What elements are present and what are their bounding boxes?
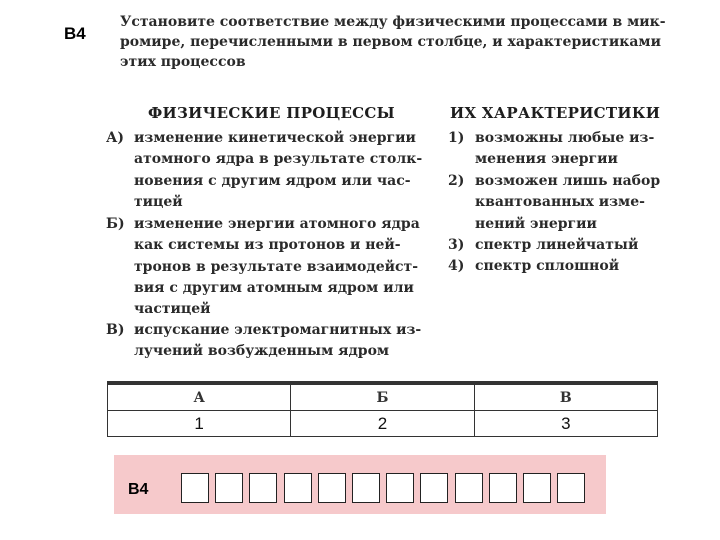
process-item-a [106,128,426,213]
answer-form-label: В4 [128,481,149,498]
item-line: изменение энергии атомного ядра [134,216,420,232]
characteristic-item-2 [448,171,666,235]
answer-box[interactable] [215,473,243,503]
answer-box[interactable] [352,473,380,503]
answer-table-header-row [108,383,658,411]
task-line: Установите соответствие между физическими процессами в мик- [120,14,666,30]
task-line: ромире, перечисленными в первом столбце, и характеристиками [120,34,661,50]
item-line: лучений возбужденным ядром [134,343,390,360]
item-key: А) [106,130,125,146]
item-key: 3) [448,237,465,253]
item-line: тронов в результате взаимодейст- [134,258,419,275]
processes-column-title: ФИЗИЧЕСКИЕ ПРОЦЕССЫ [148,104,395,122]
characteristic-item-4 [448,256,666,277]
item-key: 2) [448,173,465,189]
item-line: нений энергии [475,215,597,232]
item-line: менения энергии [475,151,618,168]
item-line: новения с другим ядром или час- [134,172,411,189]
answer-box[interactable] [386,473,414,503]
answer-header-cell: Б [291,383,474,411]
item-line: атомного ядра в результате столк- [134,151,423,168]
process-item-c [106,320,426,363]
item-line: вия с другим атомным ядром или [134,279,414,296]
characteristic-item-3 [448,235,666,256]
item-line: изменение кинетической энергии [134,130,416,146]
item-line: частицей [134,301,211,318]
item-line: возможны любые из- [475,130,655,146]
item-line: возможен лишь набор [475,173,661,189]
answer-table [107,381,658,437]
item-line: тицей [134,193,183,210]
answer-value-cell[interactable]: 3 [474,411,657,437]
answer-header-cell: В [474,383,657,411]
item-key: В) [106,322,125,338]
answer-header-cell: А [108,383,291,411]
item-line: испускание электромагнитных из- [134,322,422,338]
answer-box[interactable] [318,473,346,503]
item-line: спектр линейчатый [475,237,639,253]
answer-table-value-row [108,411,658,437]
answer-box[interactable] [557,473,585,503]
answer-box[interactable] [284,473,312,503]
answer-box[interactable] [420,473,448,503]
task-statement [120,12,680,72]
item-key: 1) [448,130,465,146]
item-line: спектр сплошной [475,258,620,274]
item-key: Б) [106,216,125,232]
task-number: B4 [64,24,86,43]
answer-value-cell[interactable]: 2 [291,411,474,437]
answer-box[interactable] [523,473,551,503]
answer-box[interactable] [489,473,517,503]
answer-form-panel [114,455,606,514]
item-line: как системы из протонов и ней- [134,237,401,254]
characteristic-item-1 [448,128,666,171]
answer-box[interactable] [455,473,483,503]
answer-box[interactable] [181,473,209,503]
answer-value-cell[interactable]: 1 [108,411,291,437]
process-item-b [106,214,426,320]
answer-box[interactable] [249,473,277,503]
item-line: квантованных изме- [475,194,645,211]
task-line: этих процессов [120,54,246,70]
item-key: 4) [448,258,465,274]
characteristics-column-title: ИХ ХАРАКТЕРИСТИКИ [450,104,661,122]
